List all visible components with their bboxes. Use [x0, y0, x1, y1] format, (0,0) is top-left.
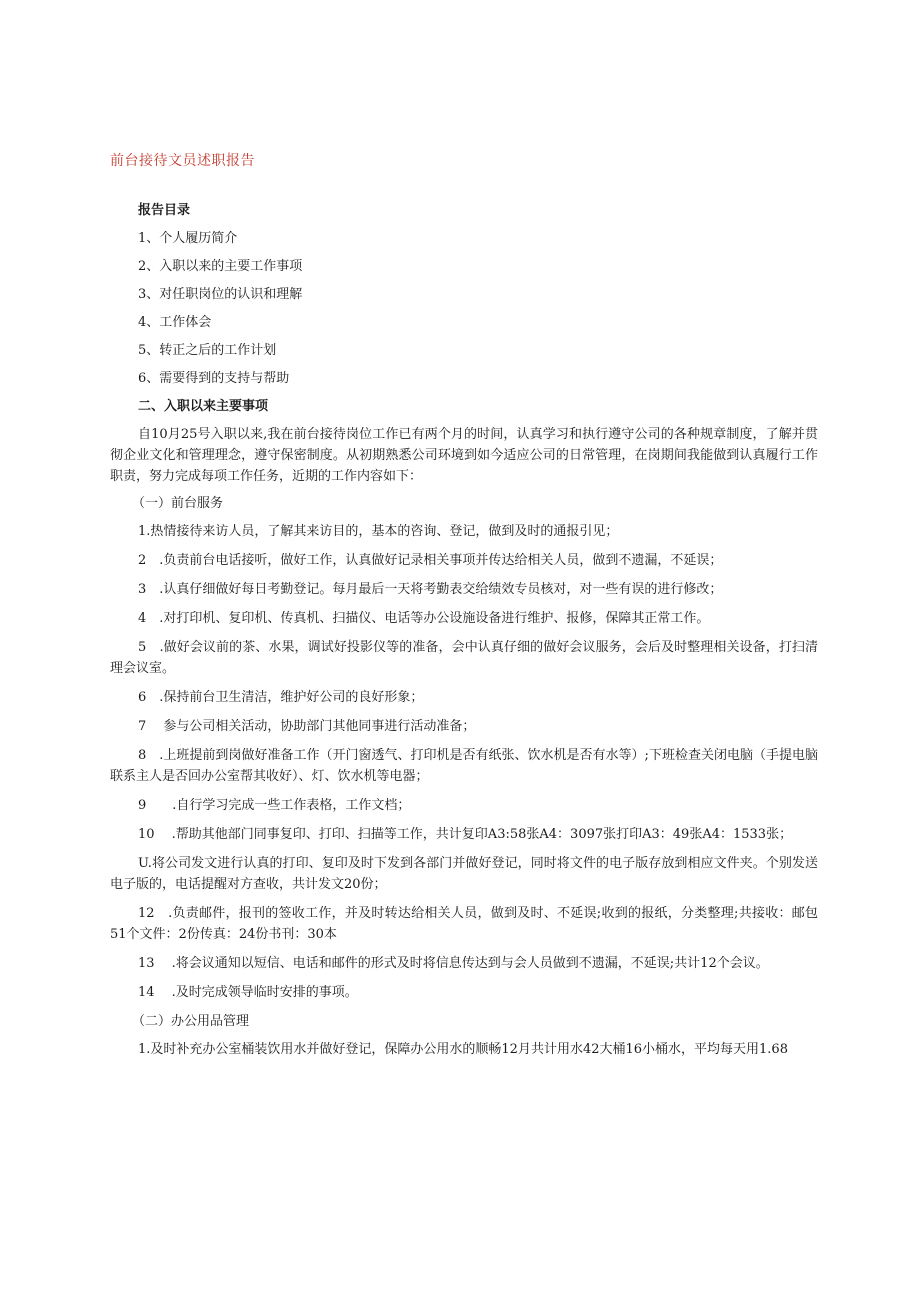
toc-item: 1、个人履历简介: [138, 231, 238, 246]
document-body: [110, 200, 818, 1068]
list-item: 10 .帮助其他部门同事复印、打印、扫描等工作，共计复印A3:58张A4：3097张打印A3：49张A4：1533张；: [138, 827, 793, 842]
toc-heading: 报告目录: [138, 203, 191, 218]
list-item: 12 .负责邮件，报刊的签收工作，并及时转达给相关人员，做到及时、不延误;收到的报纸，分类整理;共接收：邮包51个文件：2份传真：24份书刊：30本: [110, 906, 818, 942]
list-item: 9 .自行学习完成一些工作表格，工作文档；: [138, 798, 411, 813]
toc-item: 4、工作体会: [138, 315, 212, 330]
list-item: 6 .保持前台卫生清洁，维护好公司的良好形象；: [138, 690, 424, 705]
list-item: 1.及时补充办公室桶装饮用水并做好登记，保障办公用水的顺畅12月共计用水42大桶16小桶水，平均每天用1.68: [138, 1042, 788, 1057]
list-item: 5 .做好会议前的茶、水果，调试好投影仪等的准备，会中认真仔细的做好会议服务，会后及时整理相关设备，打扫清理会议室。: [110, 640, 818, 676]
subsection-heading: （二）办公用品管理: [132, 1014, 250, 1029]
toc-item: 2、入职以来的主要工作事项: [138, 259, 303, 274]
section-heading: 二、入职以来主要事项: [138, 399, 269, 414]
list-item: 7 参与公司相关活动，协助部门其他同事进行活动准备；: [138, 719, 476, 734]
list-item: U.将公司发文进行认真的打印、复印及时下发到各部门并做好登记，同时将文件的电子版存放到相应文件夹。个别发送电子版的，电话提醒对方查收，共计发文20份；: [110, 856, 818, 892]
toc-item: 5、转正之后的工作计划: [138, 343, 277, 358]
document-title: 前台接待文员述职报告: [110, 153, 255, 169]
list-item: 4 .对打印机、复印机、传真机、扫描仪、电话等办公设施设备进行维护、报修，保障其正常工作。: [138, 611, 710, 626]
toc-item: 6、需要得到的支持与帮助: [138, 371, 290, 386]
subsection-heading: （一）前台服务: [132, 496, 224, 511]
list-item: 14 .及时完成领导临时安排的事项。: [138, 985, 358, 1000]
list-item: 1.热情接待来访人员，了解其来访目的，基本的咨询、登记，做到及时的通报引见；: [138, 524, 619, 539]
toc-item: 3、对任职岗位的认识和理解: [138, 287, 303, 302]
list-item: 3 .认真仔细做好每日考勤登记。每月最后一天将考勤表交给绩效专员核对，对一些有误的进行修改；: [138, 582, 723, 597]
list-item: 8 .上班提前到岗做好准备工作（开门窗透气、打印机是否有纸张、饮水机是否有水等）;下班检查关闭电脑（手提电脑联系主人是否回办公室帮其收好）、灯、饮水机等电器；: [110, 748, 818, 784]
list-item: 2 .负责前台电话接听，做好工作，认真做好记录相关事项并传达给相关人员，做到不遗漏，不延误；: [138, 553, 723, 568]
list-item: 13 .将会议通知以短信、电话和邮件的形式及时将信息传达到与会人员做到不遗漏，不延误;共计12个会议。: [138, 956, 769, 971]
section-intro-paragraph: 自10月25号入职以来,我在前台接待岗位工作已有两个月的时间，认真学习和执行遵守公司的各种规章制度，了解并贯彻企业文化和管理理念，遵守保密制度。从初期熟悉公司环境到如今适应公司的日常管理，在岗期间我能做到认真履行工作职责，努力完成每项工作任务，近期的工作内容如下：: [110, 427, 818, 484]
